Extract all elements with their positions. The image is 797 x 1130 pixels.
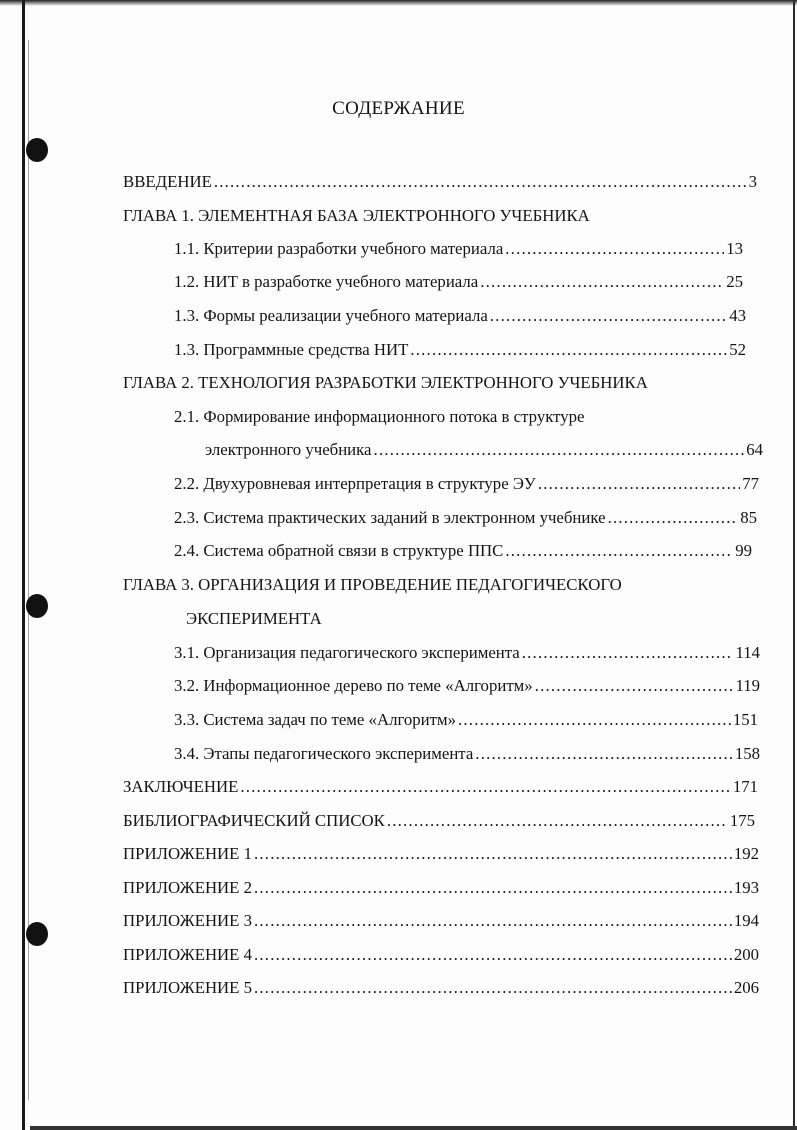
toc-page: 171 — [732, 777, 758, 796]
toc-page: 200 — [733, 945, 759, 964]
toc-page: 64 — [746, 440, 763, 459]
punch-hole — [26, 138, 48, 162]
toc-page: 77 — [742, 474, 759, 493]
toc-entry-appendix-1[interactable] — [123, 842, 759, 866]
scan-edge-left — [22, 0, 25, 1130]
toc-leader — [608, 506, 739, 530]
toc-leader — [254, 909, 732, 933]
toc-page: 158 — [734, 744, 760, 763]
toc-leader — [475, 742, 733, 766]
toc-leader — [374, 438, 745, 462]
toc-label: ПРИЛОЖЕНИЕ 2 — [123, 878, 253, 897]
page-title: СОДЕРЖАНИЕ — [332, 98, 465, 119]
toc-page: 151 — [732, 710, 758, 729]
toc-leader — [505, 539, 733, 563]
toc-page: 52 — [729, 340, 746, 359]
toc-page: 206 — [733, 978, 759, 997]
toc-page: 43 — [729, 306, 746, 325]
toc-page: 193 — [733, 878, 759, 897]
toc-label: 1.3. Программные средства НИТ — [174, 340, 409, 359]
toc-leader — [254, 976, 732, 1000]
toc-label: 2.4. Система обратной связи в структуре ППС — [174, 541, 504, 560]
toc-entry-bibliography[interactable] — [123, 809, 755, 833]
toc-entry-1-2[interactable] — [174, 270, 743, 294]
toc-entry-2-1[interactable] — [205, 438, 763, 462]
toc-entry-3-4[interactable] — [174, 742, 760, 766]
toc-page: 119 — [735, 676, 760, 695]
toc-label: ПРИЛОЖЕНИЕ 5 — [123, 978, 253, 997]
toc-entry-intro[interactable] — [123, 170, 757, 194]
toc-entry-3-1[interactable] — [174, 641, 760, 665]
toc-leader — [480, 270, 724, 294]
punch-hole — [26, 922, 48, 946]
toc-chapter-1[interactable]: ГЛАВА 1. ЭЛЕМЕНТНАЯ БАЗА ЭЛЕКТРОННОГО УЧЕБНИКА — [123, 206, 590, 225]
punch-hole — [26, 594, 48, 618]
toc-entry-1-3[interactable] — [174, 304, 746, 328]
toc-page: 13 — [726, 239, 743, 258]
toc-label: 2.2. Двухуровневая интерпретация в структуре ЭУ — [174, 474, 536, 493]
toc-label: 3.4. Этапы педагогического эксперимента — [174, 744, 474, 763]
toc-entry-3-2[interactable] — [174, 674, 760, 698]
toc-page: 99 — [735, 541, 752, 560]
scan-edge-right — [793, 0, 795, 1130]
toc-page: 85 — [740, 508, 757, 527]
toc-leader — [387, 809, 728, 833]
toc-entry-1-1[interactable] — [174, 237, 743, 261]
toc-leader — [490, 304, 727, 328]
toc-page: 192 — [733, 844, 759, 863]
toc-label: ПРИЛОЖЕНИЕ 1 — [123, 844, 253, 863]
toc-entry-appendix-5[interactable] — [123, 976, 759, 1000]
toc-leader — [254, 943, 732, 967]
toc-label: 2.3. Система практических заданий в электронном учебнике — [174, 508, 606, 527]
toc-label: 3.2. Информационное дерево по теме «Алгоритм» — [174, 676, 533, 695]
toc-page: 3 — [748, 172, 757, 191]
toc-leader — [254, 842, 732, 866]
toc-leader — [410, 338, 727, 362]
toc-leader — [505, 237, 724, 261]
toc-entry-appendix-4[interactable] — [123, 943, 759, 967]
toc-label: 1.3. Формы реализации учебного материала — [174, 306, 488, 325]
toc-entry-2-1-line1[interactable]: 2.1. Формирование информационного потока в структуре — [174, 407, 585, 426]
toc-entry-2-4[interactable] — [174, 539, 752, 563]
toc-leader — [458, 708, 731, 732]
toc-entry-appendix-3[interactable] — [123, 909, 759, 933]
toc-label: 3.3. Система задач по теме «Алгоритм» — [174, 710, 457, 729]
toc-leader — [535, 674, 734, 698]
toc-leader — [254, 876, 732, 900]
toc-entry-2-2[interactable] — [174, 472, 759, 496]
toc-entry-appendix-2[interactable] — [123, 876, 759, 900]
toc-label: БИБЛИОГРАФИЧЕСКИЙ СПИСОК — [123, 811, 385, 830]
toc-entry-2-3[interactable] — [174, 506, 757, 530]
toc-label: 1.2. НИТ в разработке учебного материала — [174, 272, 479, 291]
toc-page: 25 — [726, 272, 743, 291]
scan-edge-bottom — [30, 1126, 797, 1130]
toc-label: ПРИЛОЖЕНИЕ 3 — [123, 911, 253, 930]
toc-entry-conclusion[interactable] — [123, 775, 758, 799]
toc-page: 114 — [735, 643, 760, 662]
toc-leader — [214, 170, 747, 194]
toc-leader — [522, 641, 734, 665]
toc-label: ПРИЛОЖЕНИЕ 4 — [123, 945, 253, 964]
toc-leader — [538, 472, 740, 496]
toc-chapter-3-line1[interactable]: ГЛАВА 3. ОРГАНИЗАЦИЯ И ПРОВЕДЕНИЕ ПЕДАГОГИЧЕСКОГО — [123, 575, 622, 594]
toc-label: ЗАКЛЮЧЕНИЕ — [123, 777, 239, 796]
toc-page: 175 — [729, 811, 755, 830]
toc-leader — [240, 775, 730, 799]
toc-chapter-2[interactable]: ГЛАВА 2. ТЕХНОЛОГИЯ РАЗРАБОТКИ ЭЛЕКТРОННОГО УЧЕБНИКА — [123, 373, 648, 392]
toc-label: 3.1. Организация педагогического эксперимента — [174, 643, 520, 662]
toc-label: ВВЕДЕНИЕ — [123, 172, 212, 191]
toc-page: 194 — [733, 911, 759, 930]
toc-chapter-3-line2[interactable]: ЭКСПЕРИМЕНТА — [186, 609, 322, 628]
toc-entry-3-3[interactable] — [174, 708, 758, 732]
toc-entry-1-4[interactable] — [174, 338, 746, 362]
toc-label: 1.1. Критерии разработки учебного материала — [174, 239, 504, 258]
toc-label: электронного учебника — [205, 440, 372, 459]
scan-edge-top — [0, 0, 797, 6]
